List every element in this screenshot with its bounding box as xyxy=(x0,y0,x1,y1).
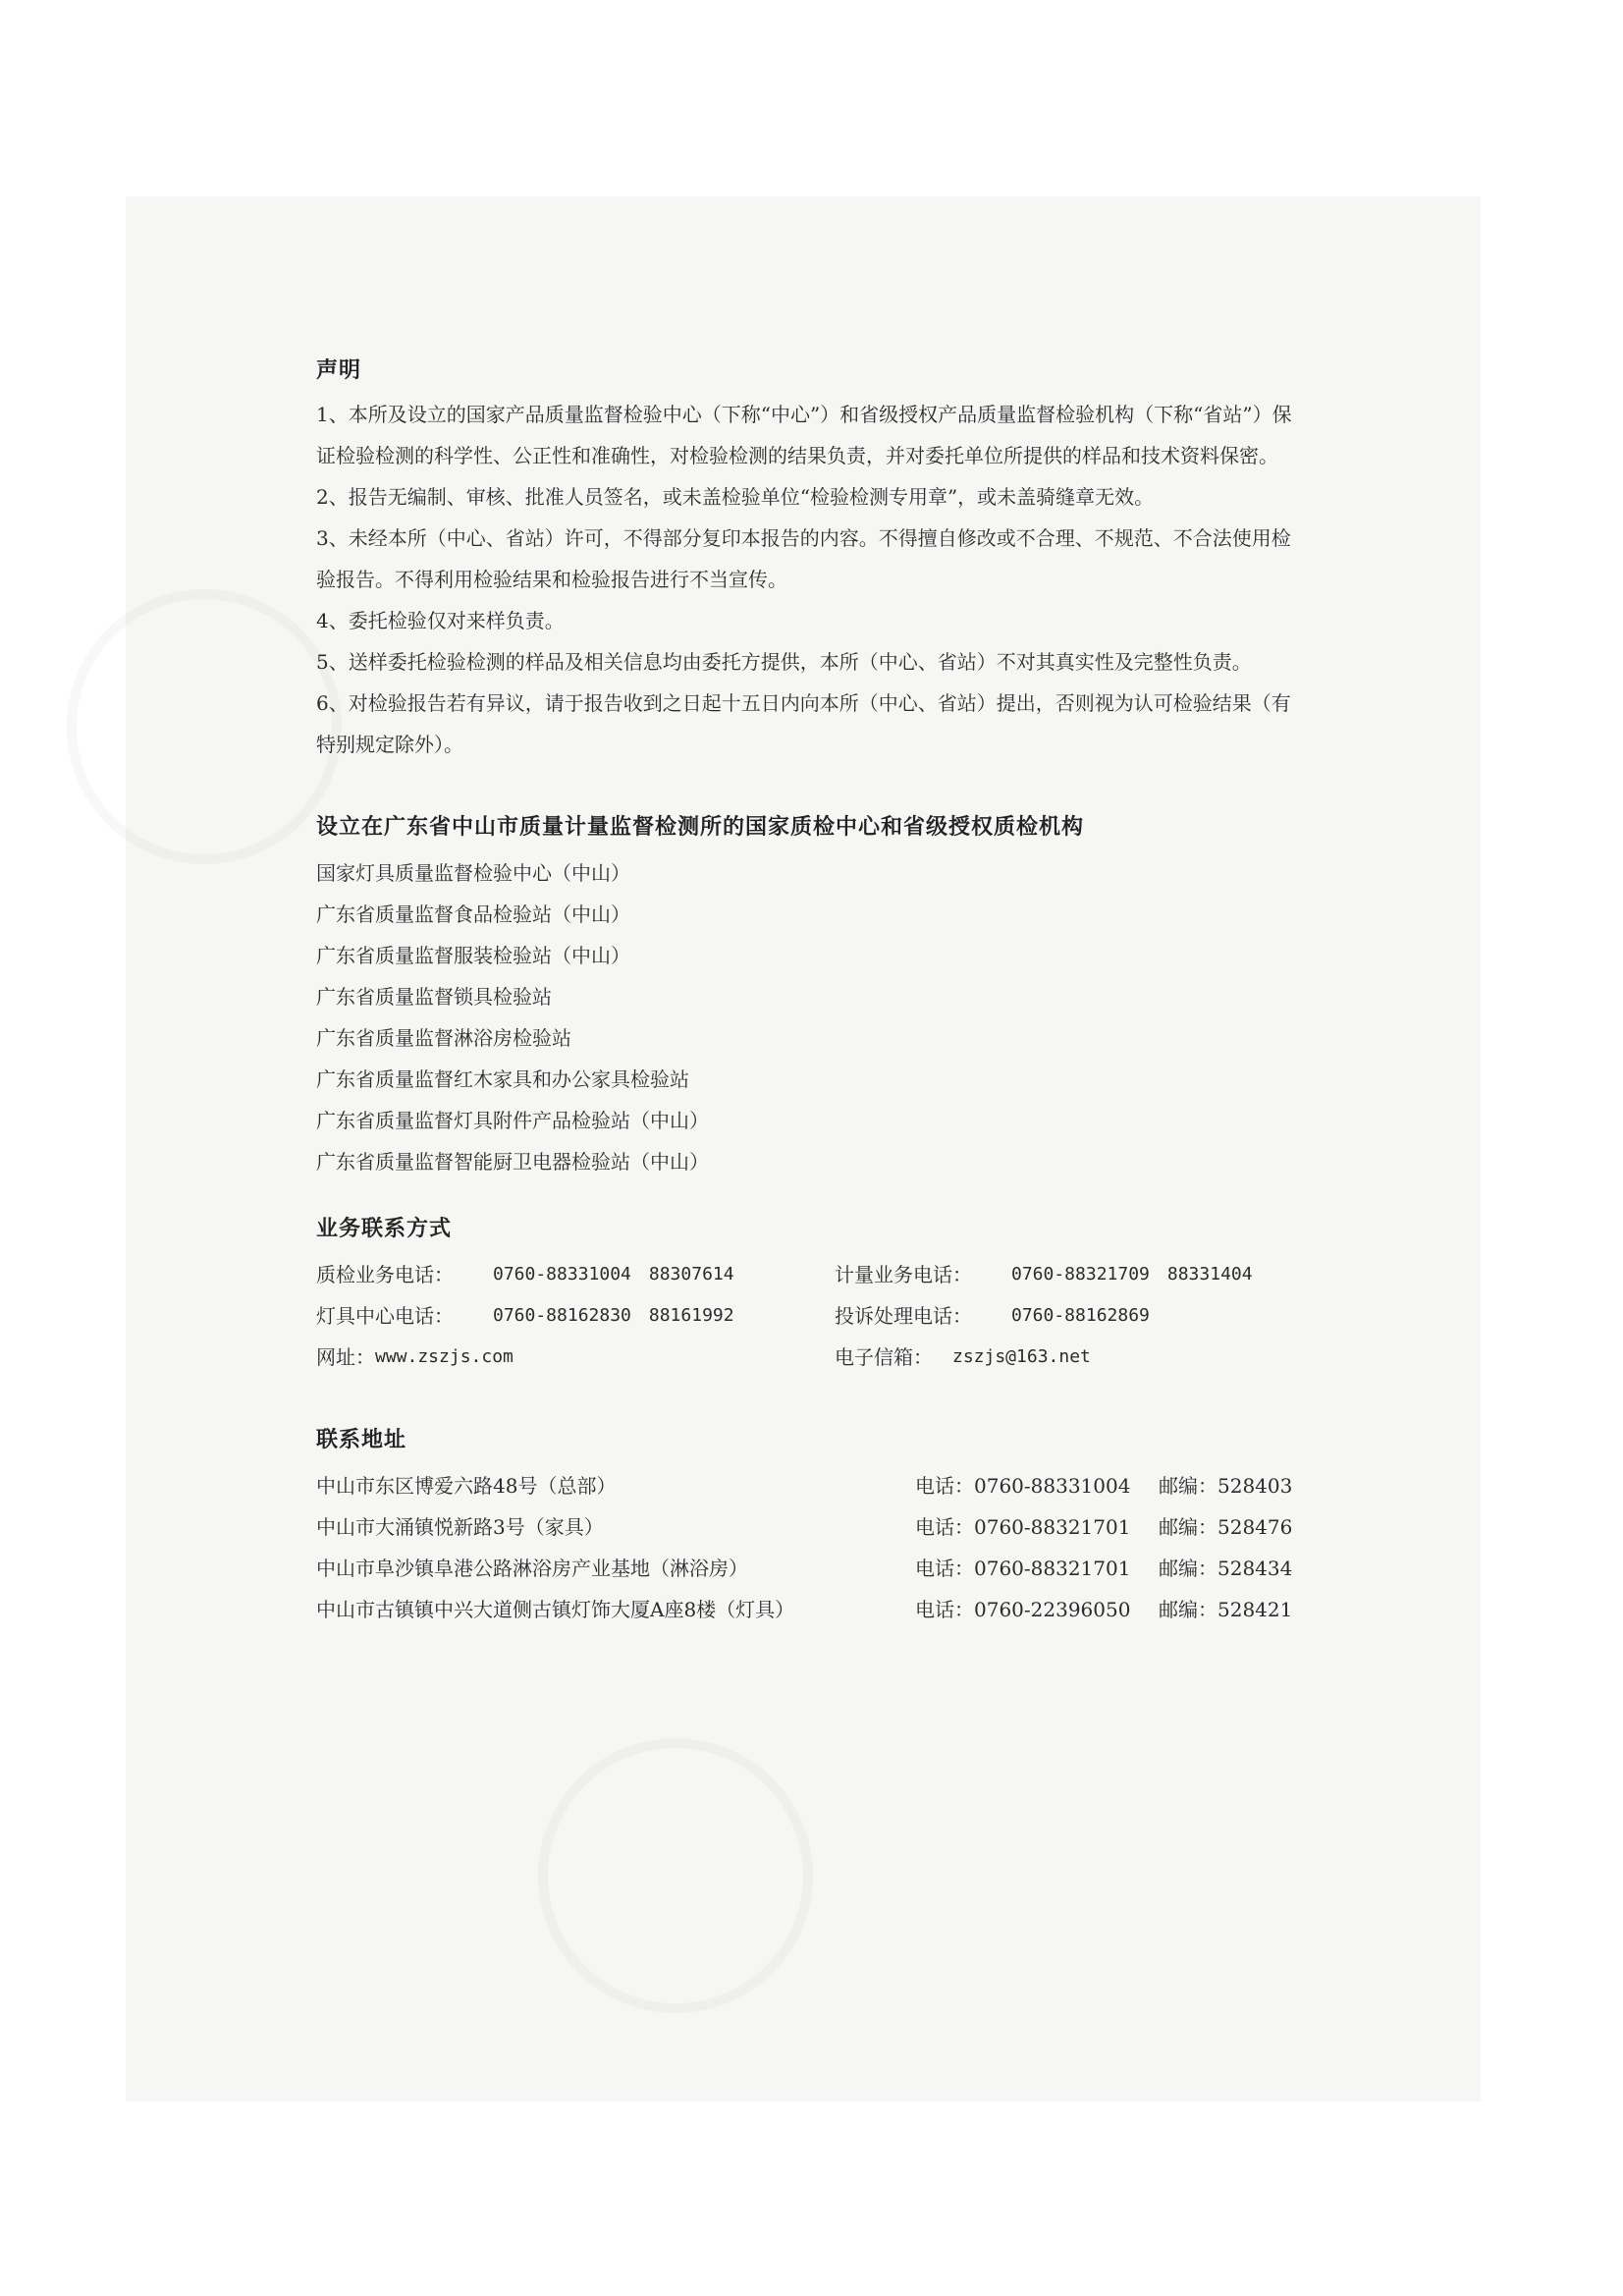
address-text: 中山市东区博爱六路48号（总部） xyxy=(316,1474,617,1498)
declaration-section xyxy=(316,354,1298,765)
address-row xyxy=(316,1589,1298,1630)
institution-item: 广东省质量监督食品检验站（中山） xyxy=(316,902,630,926)
declaration-item-3: 3、未经本所（中心、省站）许可，不得部分复印本报告的内容。不得擅自修改或不合理、不规范、不合法使用检验报告。不得利用检验结果和检验报告进行不当宣传。 xyxy=(316,526,1291,591)
email-label: 电子信箱： xyxy=(835,1345,933,1369)
address-phone: 电话：0760-88331004 xyxy=(915,1474,1131,1498)
faint-seal-watermark-bottom xyxy=(538,1738,813,2013)
address-postcode: 邮编：528421 xyxy=(1159,1598,1293,1621)
address-row xyxy=(316,1506,1298,1548)
declaration-item-5: 5、送样委托检验检测的样品及相关信息均由委托方提供，本所（中心、省站）不对其真实性及完整性负责。 xyxy=(316,650,1252,674)
quality-phone-label: 质检业务电话： xyxy=(316,1263,454,1286)
report-notes xyxy=(316,354,1298,1630)
address-phone: 电话：0760-88321701 xyxy=(915,1515,1131,1539)
institution-item: 广东省质量监督红木家具和办公家具检验站 xyxy=(316,1067,689,1091)
address-row xyxy=(316,1548,1298,1589)
metering-phone-value: 0760-88321709 88331404 xyxy=(1011,1264,1253,1285)
address-text: 中山市大涌镇悦新路3号（家具） xyxy=(316,1515,604,1539)
institution-item: 国家灯具质量监督检验中心（中山） xyxy=(316,861,630,885)
address-postcode: 邮编：528476 xyxy=(1159,1515,1293,1539)
declaration-item-2: 2、报告无编制、审核、批准人员签名，或未盖检验单位“检验检测专用章”，或未盖骑缝章无效。 xyxy=(316,485,1155,509)
institution-item: 广东省质量监督锁具检验站 xyxy=(316,985,552,1009)
institution-item: 广东省质量监督智能厨卫电器检验站（中山） xyxy=(316,1150,709,1174)
address-postcode: 邮编：528434 xyxy=(1159,1557,1293,1580)
institutions-section xyxy=(316,810,1298,1182)
address-text: 中山市阜沙镇阜港公路淋浴房产业基地（淋浴房） xyxy=(316,1557,748,1580)
contact-row xyxy=(316,1295,1298,1337)
declaration-item-4: 4、委托检验仅对来样负责。 xyxy=(316,609,565,632)
address-postcode: 邮编：528403 xyxy=(1159,1474,1293,1498)
institutions-title: 设立在广东省中山市质量计量监督检测所的国家质检中心和省级授权质检机构 xyxy=(316,814,1085,840)
faint-seal-watermark xyxy=(67,589,342,864)
email-link[interactable]: zszjs@163.net xyxy=(952,1346,1091,1367)
lamp-center-phone-label: 灯具中心电话： xyxy=(316,1304,454,1328)
metering-phone-label: 计量业务电话： xyxy=(835,1263,972,1286)
complaint-phone-label: 投诉处理电话： xyxy=(835,1304,972,1328)
institution-item: 广东省质量监督灯具附件产品检验站（中山） xyxy=(316,1109,709,1132)
address-phone: 电话：0760-22396050 xyxy=(915,1598,1131,1621)
contact-row xyxy=(316,1337,1298,1378)
address-phone: 电话：0760-88321701 xyxy=(915,1557,1131,1580)
declaration-title: 声明 xyxy=(316,357,362,383)
address-text: 中山市古镇镇中兴大道侧古镇灯饰大厦A座8楼（灯具） xyxy=(316,1598,795,1621)
address-row xyxy=(316,1465,1298,1506)
address-title: 联系地址 xyxy=(316,1427,407,1452)
declaration-item-1: 1、本所及设立的国家产品质量监督检验中心（下称“中心”）和省级授权产品质量监督检验机构（下称“省站”）保证检验检测的科学性、公正性和准确性，对检验检测的结果负责，并对委托单位所提供的样品和技术资料保密。 xyxy=(316,403,1292,467)
website-label: 网址： xyxy=(316,1345,375,1369)
lamp-center-phone-value: 0760-88162830 88161992 xyxy=(493,1305,734,1326)
address-section xyxy=(316,1423,1298,1630)
institution-item: 广东省质量监督服装检验站（中山） xyxy=(316,944,630,967)
quality-phone-value: 0760-88331004 88307614 xyxy=(493,1264,734,1285)
business-contact-section xyxy=(316,1212,1298,1378)
business-contact-title: 业务联系方式 xyxy=(316,1216,453,1241)
contact-row xyxy=(316,1254,1298,1295)
declaration-item-6: 6、对检验报告若有异议，请于报告收到之日起十五日内向本所（中心、省站）提出，否则视为认可检验结果（有特别规定除外）。 xyxy=(316,691,1291,756)
website-link[interactable]: www.zszjs.com xyxy=(375,1346,514,1367)
complaint-phone-value: 0760-88162869 xyxy=(1011,1305,1150,1326)
institution-item: 广东省质量监督淋浴房检验站 xyxy=(316,1026,571,1050)
